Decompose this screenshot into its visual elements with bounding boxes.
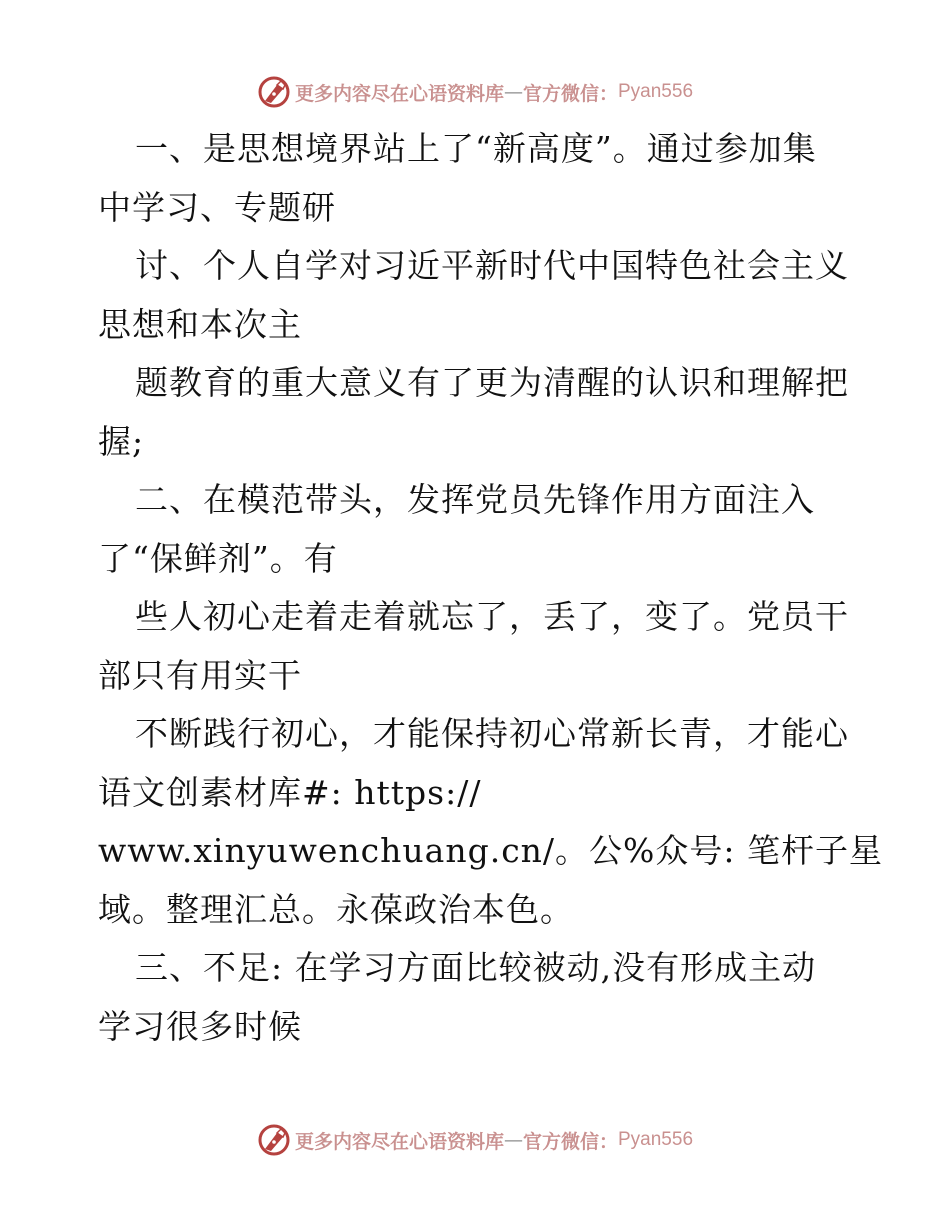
banner-separator: — xyxy=(503,81,523,103)
header-banner xyxy=(0,72,950,112)
body-line: 语文创素材库#: https:// xyxy=(98,772,482,812)
banner-wechat-label: 官方微信： xyxy=(522,82,618,105)
banner-separator: — xyxy=(503,1129,523,1151)
banner-brand-text: 更多内容尽在心语资料库 xyxy=(294,82,504,105)
banner-wechat-id: Pyan556 xyxy=(618,81,694,102)
body-line: 思想和本次主 xyxy=(98,304,302,344)
body-line: 讨、个人自学对习近平新时代中国特色社会主义 xyxy=(135,246,849,285)
banner-wechat-id: Pyan556 xyxy=(618,1129,694,1150)
body-line: 学习很多时候 xyxy=(98,1006,302,1046)
body-line: 不断践行初心，才能保持初心常新长青，才能心 xyxy=(135,714,849,753)
footer-banner xyxy=(0,1120,950,1160)
body-line: 一、是思想境界站上了“新高度”。通过参加集 xyxy=(135,129,817,168)
pen-nib-logo-icon xyxy=(257,1123,291,1157)
banner-wechat-label: 官方微信： xyxy=(522,1130,618,1153)
pen-nib-logo-icon xyxy=(257,75,291,109)
document-body xyxy=(98,120,884,1056)
body-line: 握; xyxy=(98,421,145,461)
body-line: 题教育的重大意义有了更为清醒的认识和理解把 xyxy=(135,363,849,402)
body-line: www.xinyuwenchuang.cn/。公%众号: 笔杆子星 xyxy=(98,831,884,870)
body-line: 些人初心走着走着就忘了，丢了，变了。党员干 xyxy=(135,597,849,636)
body-line: 中学习、专题研 xyxy=(98,187,336,227)
body-line: 部只有用实干 xyxy=(98,655,302,695)
body-line: 三、不足: 在学习方面比较被动,没有形成主动 xyxy=(135,948,817,987)
body-line: 域。整理汇总。永葆政治本色。 xyxy=(98,889,574,929)
body-line: 了“保鲜剂”。有 xyxy=(98,538,338,578)
banner-brand-text: 更多内容尽在心语资料库 xyxy=(294,1130,504,1153)
body-line: 二、在模范带头，发挥党员先锋作用方面注入 xyxy=(135,480,815,519)
